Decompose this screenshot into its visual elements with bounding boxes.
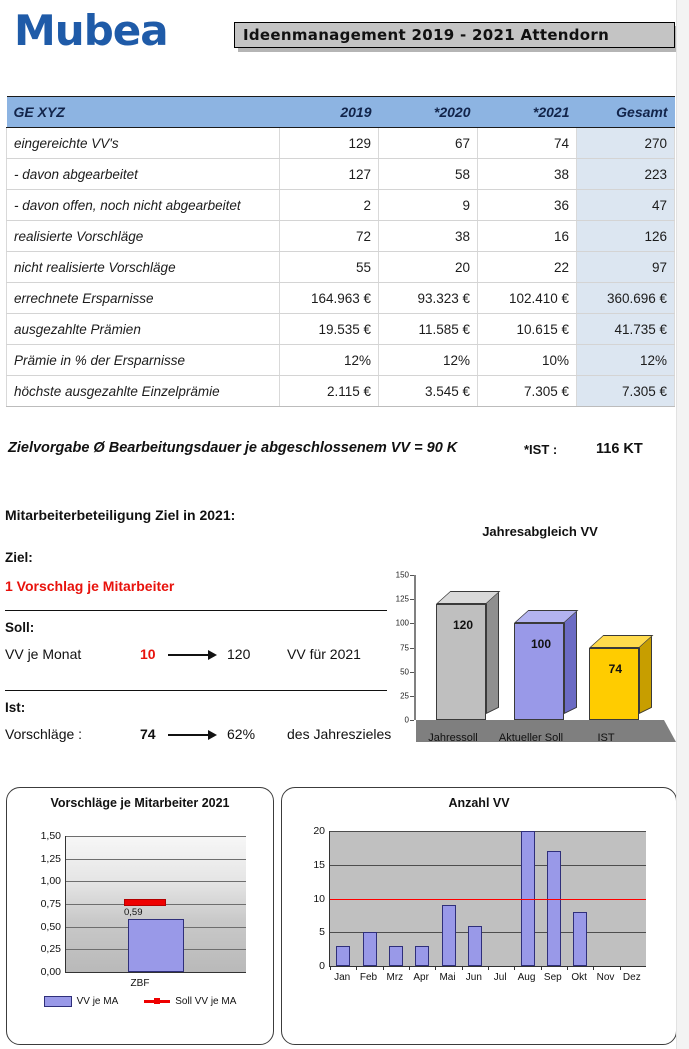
cell-label: Prämie in % der Ersparnisse xyxy=(7,345,280,376)
soll-row xyxy=(5,646,395,668)
cell-label: errechnete Ersparnisse xyxy=(7,283,280,314)
legend-swatch-icon xyxy=(44,996,72,1007)
y-tick-label: 5 xyxy=(319,926,325,939)
x-tick-mark xyxy=(620,966,621,970)
table-row xyxy=(7,128,675,159)
x-tick-label: Mai xyxy=(439,972,456,983)
cell-2020: 9 xyxy=(379,190,478,221)
cell-label: nicht realisierte Vorschläge xyxy=(7,252,280,283)
beteiligung-title: Mitarbeiterbeteiligung Ziel in 2021: xyxy=(5,507,236,523)
chart-vorschlaege-xlabel: ZBF xyxy=(130,978,150,989)
legend-label-soll: Soll VV je MA xyxy=(175,996,237,1008)
bar-feb xyxy=(363,932,377,966)
soll-marker xyxy=(124,899,166,906)
gridline xyxy=(330,932,646,933)
table-row xyxy=(7,314,675,345)
table-row xyxy=(7,345,675,376)
ist-row xyxy=(5,726,395,748)
mubea-logo: Mubea xyxy=(14,6,168,55)
soll-suffix: VV für 2021 xyxy=(287,646,361,662)
chart-anzahl-vv-title: Anzahl VV xyxy=(448,796,510,810)
cell-gesamt: 223 xyxy=(577,159,675,190)
bar-apr xyxy=(415,946,429,966)
table-row xyxy=(7,376,675,407)
y-tick-mark xyxy=(410,648,414,649)
chart-card-anzahl-vv xyxy=(281,787,677,1045)
table-row xyxy=(7,283,675,314)
chart-vorschlaege-title: Vorschläge je Mitarbeiter 2021 xyxy=(50,796,230,810)
x-tick-mark xyxy=(409,966,410,970)
bar-sep xyxy=(547,851,561,966)
cell-gesamt: 7.305 € xyxy=(577,376,675,407)
bar-vv-je-ma xyxy=(128,919,184,972)
bar-side xyxy=(639,636,652,714)
y-tick-label: 1,00 xyxy=(40,875,61,888)
cell-2019: 19.535 € xyxy=(280,314,379,345)
legend-line-icon xyxy=(144,1000,170,1003)
cell-label: eingereichte VV's xyxy=(7,128,280,159)
cell-2020: 93.323 € xyxy=(379,283,478,314)
cell-label: realisierte Vorschläge xyxy=(7,221,280,252)
table-row xyxy=(7,159,675,190)
y-tick-label: 0,00 xyxy=(40,966,61,978)
x-tick-label: Dez xyxy=(622,972,641,983)
x-tick-mark xyxy=(567,966,568,970)
beteiligung-ziel-value: 1 Vorschlag je Mitarbeiter xyxy=(5,578,175,594)
chart-anzahl-vv-plot xyxy=(313,825,646,972)
bar-value-label: 100 xyxy=(530,637,552,652)
x-tick-label: Sep xyxy=(543,972,562,983)
y-axis xyxy=(414,575,416,720)
bar-jahressoll xyxy=(436,604,486,720)
zielvorgabe-text: Zielvorgabe Ø Bearbeitungsdauer je abgeschlossenem VV = 90 K xyxy=(8,440,458,456)
x-tick-label: Jun xyxy=(465,972,482,983)
x-tick-label: Jan xyxy=(334,972,351,983)
x-tick-mark xyxy=(435,966,436,970)
ist-section-label: Ist: xyxy=(5,700,26,715)
y-tick-label: 25 xyxy=(400,691,409,701)
chart-vorschlaege-legend xyxy=(7,996,273,1007)
y-tick-label: 0 xyxy=(319,960,325,972)
table-row xyxy=(7,190,675,221)
bar-value-label: 120 xyxy=(452,618,474,632)
x-tick-mark xyxy=(593,966,594,970)
cell-2019: 164.963 € xyxy=(280,283,379,314)
bar-ist xyxy=(589,648,639,720)
bar-jan xyxy=(336,946,350,966)
cell-2019: 127 xyxy=(280,159,379,190)
y-tick-label: 75 xyxy=(400,643,409,652)
col-header-2019: 2019 xyxy=(280,97,379,128)
cell-label: ausgezahlte Prämien xyxy=(7,314,280,345)
chart-card-vorschlaege xyxy=(6,787,274,1045)
ist-arrow-icon xyxy=(168,729,220,741)
x-tick-mark xyxy=(462,966,463,970)
table-header-row xyxy=(7,97,675,128)
cell-2021: 10% xyxy=(478,345,577,376)
x-tick-label: Mrz xyxy=(386,972,404,983)
bar-jun xyxy=(468,926,482,967)
cell-2019: 129 xyxy=(280,128,379,159)
divider-soll-top xyxy=(5,610,387,611)
cell-2021: 16 xyxy=(478,221,577,252)
cell-2020: 67 xyxy=(379,128,478,159)
x-tick-mark xyxy=(383,966,384,970)
gridline xyxy=(66,859,246,860)
ist-value: 116 KT xyxy=(596,441,643,457)
ist-result: 62% xyxy=(227,726,256,742)
chart-jahresabgleich-plot xyxy=(395,570,676,725)
y-tick-label: 125 xyxy=(395,594,409,604)
col-header-2021: *2021 xyxy=(478,97,577,128)
y-tick-label: 0,75 xyxy=(40,898,61,910)
cell-2019: 2.115 € xyxy=(280,376,379,407)
x-tick-mark xyxy=(356,966,357,970)
ist-suffix: des Jahreszieles xyxy=(287,726,392,742)
x-tick-label: Feb xyxy=(359,972,378,983)
y-tick-label: 50 xyxy=(400,667,409,677)
bar-value-label: 74 xyxy=(608,662,623,677)
cell-gesamt: 41.735 € xyxy=(577,314,675,345)
chart-jahresabgleich xyxy=(395,520,676,775)
cell-2020: 11.585 € xyxy=(379,314,478,345)
chart-jahresabgleich-title: Jahresabgleich VV xyxy=(482,524,598,539)
x-tick-label: Okt xyxy=(571,972,587,983)
y-tick-mark xyxy=(410,696,414,697)
cell-2019: 12% xyxy=(280,345,379,376)
legend-item-vv-je-ma xyxy=(44,996,119,1007)
cell-2020: 20 xyxy=(379,252,478,283)
gridline xyxy=(66,836,246,837)
legend-label-vv: VV je MA xyxy=(76,996,119,1008)
cell-gesamt: 360.696 € xyxy=(577,283,675,314)
cell-2021: 10.615 € xyxy=(478,314,577,345)
cell-2019: 72 xyxy=(280,221,379,252)
chart-vorschlaege-plot xyxy=(40,830,246,978)
col-header-label: GE XYZ xyxy=(7,97,280,128)
bar-mrz xyxy=(389,946,403,966)
cell-label: höchste ausgezahlte Einzelprämie xyxy=(7,376,280,407)
table-body xyxy=(7,128,675,407)
legend-item-soll-vv-je-ma xyxy=(144,996,236,1007)
cell-2020: 58 xyxy=(379,159,478,190)
bar-mai xyxy=(442,905,456,966)
col-header-2020: *2020 xyxy=(379,97,478,128)
beteiligung-ziel-label: Ziel: xyxy=(5,550,33,565)
y-tick-label: 0,25 xyxy=(40,943,61,956)
gridline xyxy=(330,865,646,866)
x-tick-label: Nov xyxy=(596,972,615,983)
cell-2019: 2 xyxy=(280,190,379,221)
y-tick-label: 1,50 xyxy=(40,830,61,842)
y-tick-label: 10 xyxy=(313,892,325,905)
x-tick-mark xyxy=(541,966,542,970)
x-tick-mark xyxy=(330,966,331,970)
cell-2020: 38 xyxy=(379,221,478,252)
x-tick-label: Apr xyxy=(413,972,429,983)
cell-2021: 22 xyxy=(478,252,577,283)
cell-2020: 12% xyxy=(379,345,478,376)
y-tick-label: 100 xyxy=(395,618,409,628)
page-right-edge xyxy=(676,0,689,1049)
cell-2021: 102.410 € xyxy=(478,283,577,314)
cell-gesamt: 270 xyxy=(577,128,675,159)
y-tick-mark xyxy=(410,575,414,576)
x-tick-label: Aug xyxy=(517,972,536,983)
soll-label: Soll: xyxy=(5,620,35,635)
x-tick-mark xyxy=(514,966,515,970)
cell-2021: 74 xyxy=(478,128,577,159)
cell-2020: 3.545 € xyxy=(379,376,478,407)
cell-gesamt: 126 xyxy=(577,221,675,252)
cell-gesamt: 97 xyxy=(577,252,675,283)
cell-2021: 38 xyxy=(478,159,577,190)
page-title: Ideenmanagement 2019 - 2021 Attendorn xyxy=(243,26,610,44)
y-tick-mark xyxy=(410,672,414,673)
y-tick-label: 0 xyxy=(404,715,409,725)
col-header-gesamt: Gesamt xyxy=(577,97,675,128)
y-tick-label: 15 xyxy=(313,858,325,871)
x-tick-label: Jul xyxy=(493,972,507,983)
x-tick-label: Jahressoll xyxy=(428,732,478,744)
y-tick-mark xyxy=(410,599,414,600)
cell-gesamt: 47 xyxy=(577,190,675,221)
cell-label: - davon offen, noch nicht abgearbeitet xyxy=(7,190,280,221)
y-tick-label: 20 xyxy=(313,825,325,837)
bar-side xyxy=(564,611,577,714)
ideenmanagement-table xyxy=(6,96,675,407)
gridline xyxy=(330,831,646,832)
cell-gesamt: 12% xyxy=(577,345,675,376)
soll-arrow-icon xyxy=(168,649,220,661)
bar-value-label: 0,59 xyxy=(124,906,143,918)
y-tick-mark xyxy=(410,623,414,624)
target-line xyxy=(330,899,646,901)
x-tick-label: Aktueller Soll xyxy=(498,732,564,744)
y-tick-label: 0,50 xyxy=(40,920,61,933)
ist-value: 74 xyxy=(140,726,156,742)
gridline xyxy=(66,881,246,882)
table-row xyxy=(7,221,675,252)
report-title-box xyxy=(234,22,675,48)
bar-aktueller-soll xyxy=(514,623,564,720)
y-tick-label: 150 xyxy=(395,570,409,580)
soll-result: 120 xyxy=(227,646,251,662)
chart-floor-edge xyxy=(664,720,676,742)
divider-ist-top xyxy=(5,690,387,691)
soll-value: 10 xyxy=(140,646,156,662)
x-tick-label: IST xyxy=(597,732,615,744)
bar-side xyxy=(486,592,499,714)
x-tick-mark xyxy=(488,966,489,970)
cell-2019: 55 xyxy=(280,252,379,283)
y-tick-label: 1,25 xyxy=(40,852,61,865)
table-row xyxy=(7,252,675,283)
cell-2021: 36 xyxy=(478,190,577,221)
soll-prefix: VV je Monat xyxy=(5,646,82,662)
ist-prefix: Vorschläge : xyxy=(5,726,83,742)
bar-okt xyxy=(573,912,587,966)
cell-label: - davon abgearbeitet xyxy=(7,159,280,190)
ist-label: *IST : xyxy=(524,442,558,457)
y-tick-mark xyxy=(410,720,414,721)
bar-front xyxy=(589,648,639,720)
cell-2021: 7.305 € xyxy=(478,376,577,407)
